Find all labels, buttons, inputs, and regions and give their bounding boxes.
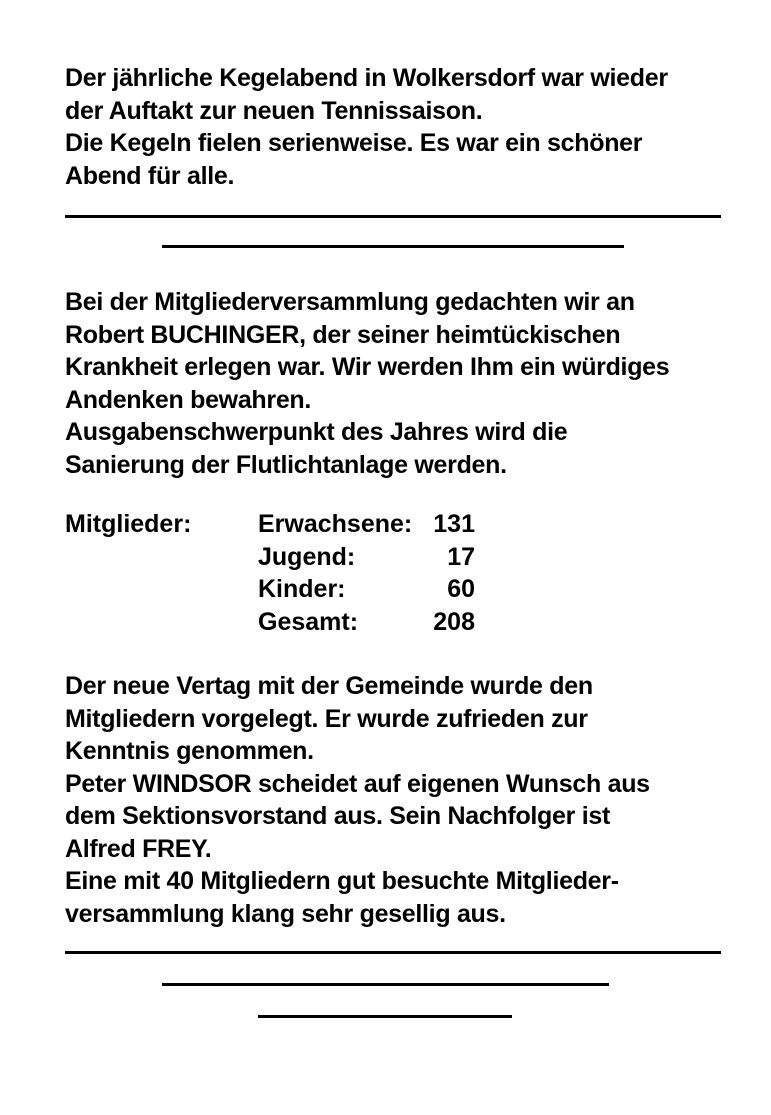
text-line: Mitgliedern vorgelegt. Er wurde zufrieden zur xyxy=(65,704,588,733)
member-category: Jugend: xyxy=(258,542,356,571)
text-line: Sanierung der Flutlichtanlage werden. xyxy=(65,450,507,479)
text-line: Der jährliche Kegelabend in Wolkersdorf war wieder xyxy=(65,64,668,92)
paragraph-vertrag xyxy=(65,670,745,930)
paragraph-kegelabend xyxy=(65,62,745,192)
text-line: Eine mit 40 Mitgliedern gut besuchte Mitglieder- xyxy=(65,867,619,895)
divider-rule-long xyxy=(65,215,721,218)
member-row xyxy=(65,541,545,574)
member-category: Kinder: xyxy=(258,575,346,603)
text-line: Robert BUCHINGER, der seiner heimtückischen xyxy=(65,320,621,349)
member-category: Gesamt: xyxy=(258,607,359,636)
text-line: Krankheit erlegen war. Wir werden Ihm ein würdiges xyxy=(65,353,670,381)
member-count: 17 xyxy=(447,542,475,571)
member-row xyxy=(65,508,545,541)
members-label: Mitglieder: xyxy=(65,510,192,538)
text-line: dem Sektionsvorstand aus. Sein Nachfolger ist xyxy=(65,802,610,830)
member-category: Erwachsene: xyxy=(258,510,413,538)
text-line: Alfred FREY. xyxy=(65,834,212,863)
member-count: 131 xyxy=(433,510,475,538)
divider-rule-medium xyxy=(162,245,624,248)
text-line: Andenken bewahren. xyxy=(65,385,312,414)
text-line: Der neue Vertag mit der Gemeinde wurde den xyxy=(65,672,593,700)
text-line: der Auftakt zur neuen Tennissaison. xyxy=(65,96,483,125)
member-row xyxy=(65,606,545,639)
divider-rule-medium xyxy=(162,983,609,986)
member-row xyxy=(65,573,545,606)
text-line: Peter WINDSOR scheidet auf eigenen Wunsch aus xyxy=(65,769,650,798)
text-line: Abend für alle. xyxy=(65,161,235,190)
divider-rule-long xyxy=(65,951,721,954)
divider-rule-short xyxy=(258,1015,512,1018)
member-count: 208 xyxy=(433,607,475,636)
member-statistics xyxy=(65,508,545,638)
text-line: Bei der Mitgliederversammlung gedachten wir an xyxy=(65,288,635,316)
paragraph-versammlung xyxy=(65,286,745,481)
text-line: Die Kegeln fielen serienweise. Es war ein schöner xyxy=(65,129,643,157)
text-line: versammlung klang sehr gesellig aus. xyxy=(65,899,506,928)
text-line: Ausgabenschwerpunkt des Jahres wird die xyxy=(65,418,568,446)
text-line: Kenntnis genommen. xyxy=(65,737,314,765)
member-count: 60 xyxy=(447,575,475,603)
